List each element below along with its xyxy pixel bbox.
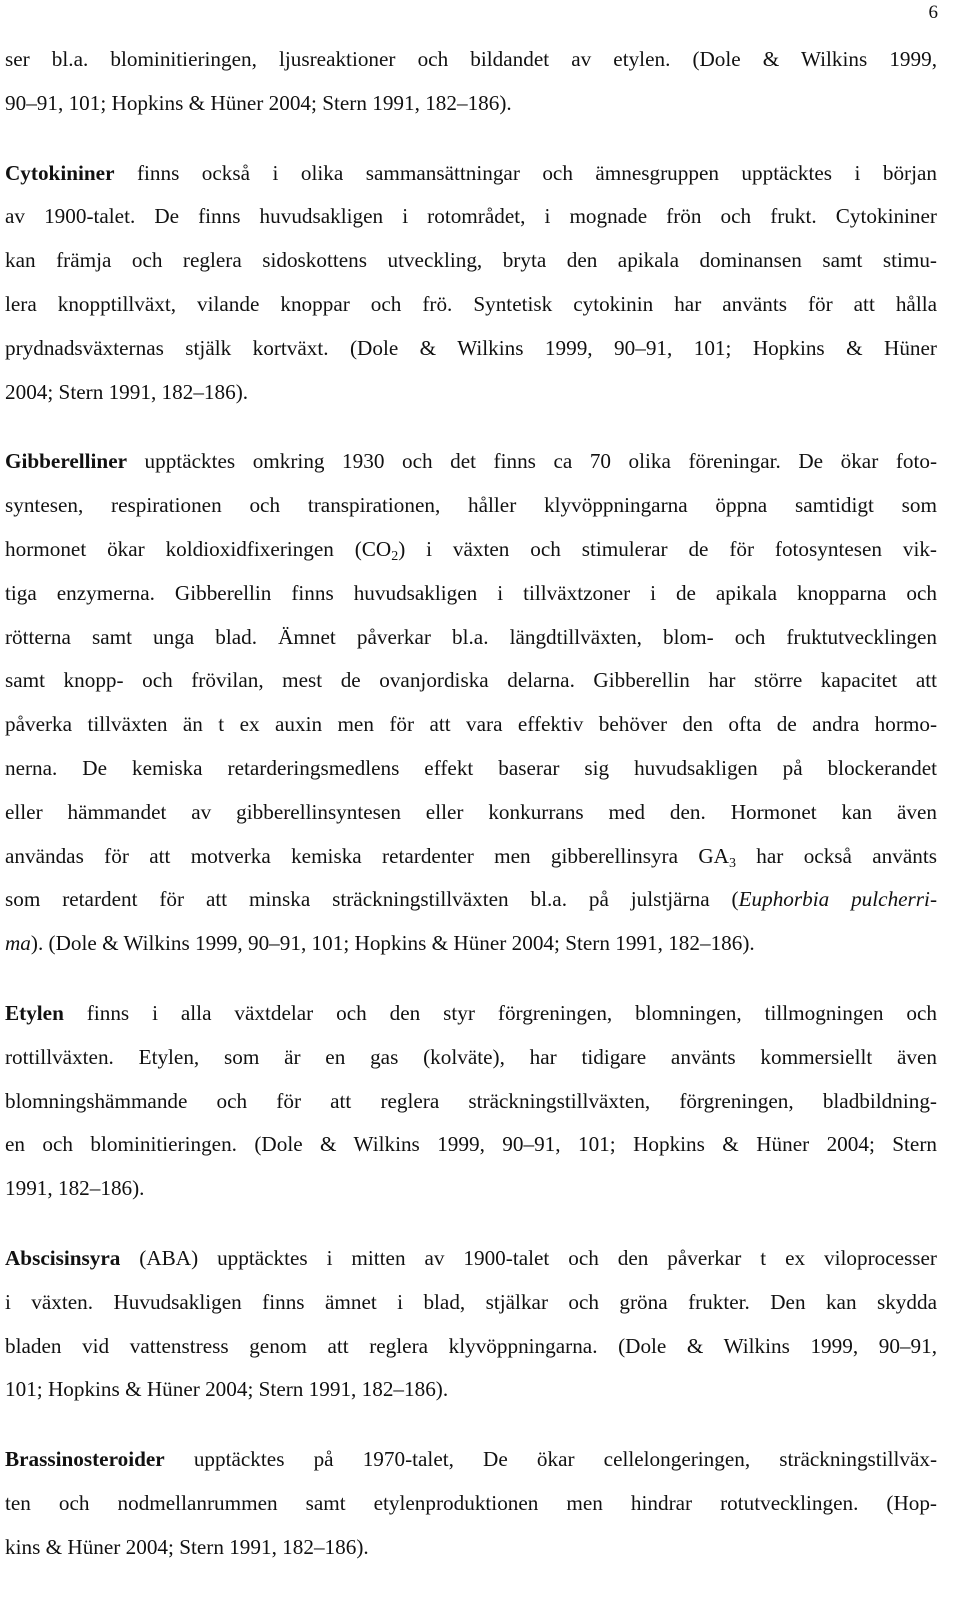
text-line: Gibberelliner upptäcktes omkring 1930 och det finns ca 70 olika föreningar. De ökar foto- <box>5 449 937 474</box>
text-line: kan främja och reglera sidoskottens utveckling, bryta den apikala dominansen samt stimu- <box>5 248 937 273</box>
text-line: nerna. De kemiska retarderingsmedlens effekt baserar sig huvudsakligen på blockerandet <box>5 755 937 780</box>
text-line: användas för att motverka kemiska retardenter men gibberellinsyra $GA_3$ har också använts <box>5 843 937 871</box>
text-line: lera knopptillväxt, vilande knoppar och frö. Syntetisk cytokinin har använts för att hålla <box>5 291 937 316</box>
paragraph-abscisinsyra <box>5 1237 937 1412</box>
term-heading: Cytokininer <box>5 160 115 185</box>
text-line: Cytokininer finns också i olika sammansättningar och ämnesgruppen upptäcktes i början <box>5 160 937 185</box>
text-line: samt knopp- och frövilan, mest de ovanjordiska delarna. Gibberellin har större kapacitet att <box>5 668 937 693</box>
text-line: 101; Hopkins & Hüner 2004; Stern 1991, 182–186). <box>5 1377 449 1402</box>
page-body <box>5 38 937 1570</box>
text-line: ser bl.a. blominitieringen, ljusreaktioner och bildandet av etylen. (Dole & Wilkins 1999, <box>5 47 937 71</box>
text-line: eller hämmandet av gibberellinsyntesen eller konkurrans med den. Hormonet kan även <box>5 799 937 824</box>
text-line: bladen vid vattenstress genom att reglera klyvöppningarna. (Dole & Wilkins 1999, 90–91, <box>5 1333 937 1358</box>
text-line: ten och nodmellanrummen samt etylenproduktionen men hindrar rotutvecklingen. (Hop- <box>5 1490 937 1515</box>
paragraph-brassinosteroider <box>5 1438 937 1569</box>
text-line: Etylen finns i alla växtdelar och den styr förgreningen, blomningen, tillmogningen och <box>5 1000 937 1025</box>
paragraph-gibberelliner <box>5 440 937 966</box>
text-line: 2004; Stern 1991, 182–186). <box>5 379 249 404</box>
term-heading: Gibberelliner <box>5 449 128 474</box>
text-line: hormonet ökar koldioxidfixeringen $(CO_2)$ i växten och stimulerar de för fotosyntesen vik- <box>5 536 937 564</box>
text-line: Abscisinsyra (ABA) upptäcktes i mitten av 1900-talet och den påverkar t ex viloprocesser <box>5 1245 937 1270</box>
text-line: en och blominitieringen. (Dole & Wilkins 1999, 90–91, 101; Hopkins & Hüner 2004; Stern <box>5 1132 937 1157</box>
text-line: blomningshämmande och för att reglera sträckningstillväxten, förgreningen, bladbildning- <box>5 1088 937 1113</box>
text-line: 90–91, 101; Hopkins & Hüner 2004; Stern 1991, 182–186). <box>5 90 512 115</box>
paragraph-cytokininer <box>5 152 937 415</box>
species-name: ma <box>5 931 31 956</box>
text-line: 1991, 182–186). <box>5 1176 145 1201</box>
text-line: ma). (Dole & Wilkins 1999, 90–91, 101; Hopkins & Hüner 2004; Stern 1991, 182–186). <box>5 931 755 956</box>
text-line: som retardent för att minska sträckningstillväxten bl.a. på julstjärna (Euphorbia pulcherri- <box>5 887 937 912</box>
text-line: kins & Hüner 2004; Stern 1991, 182–186). <box>5 1534 369 1559</box>
subscript: 2 <box>391 548 399 564</box>
text-line: rottillväxten. Etylen, som är en gas (kolväte), har tidigare använts kommersiellt även <box>5 1044 937 1069</box>
text-line: av 1900-talet. De finns huvudsakligen i rotområdet, i mognade frön och frukt. Cytokininer <box>5 204 937 229</box>
text-line: rötterna samt unga blad. Ämnet påverkar bl.a. längdtillväxten, blom- och fruktutvecklingen <box>5 624 937 649</box>
term-heading: Etylen <box>5 1000 64 1025</box>
term-heading: Abscisinsyra <box>5 1245 121 1270</box>
text-line: Brassinosteroider upptäcktes på 1970-talet, De ökar cellelongeringen, sträckningstillväx- <box>5 1447 937 1472</box>
subscript: 3 <box>728 855 736 871</box>
text-line: i växten. Huvudsakligen finns ämnet i blad, stjälkar och gröna frukter. Den kan skydda <box>5 1289 937 1314</box>
text-line: påverka tillväxten än t ex auxin men för att vara effektiv behöver den ofta de andra hormo- <box>5 712 937 737</box>
text-line: prydnadsväxternas stjälk kortväxt. (Dole & Wilkins 1999, 90–91, 101; Hopkins & Hüner <box>5 335 937 360</box>
page-number: 6 <box>928 2 938 23</box>
text-line: tiga enzymerna. Gibberellin finns huvudsakligen i tillväxtzoner i de apikala knopparna och <box>5 580 937 605</box>
paragraph-etylen <box>5 992 937 1211</box>
text-line: syntesen, respirationen och transpirationen, håller klyvöppningarna öppna samtidigt som <box>5 493 937 518</box>
paragraph-blomning <box>5 38 937 126</box>
term-heading: Brassinosteroider <box>5 1447 165 1472</box>
species-name: Euphorbia pulcherri- <box>738 887 937 912</box>
